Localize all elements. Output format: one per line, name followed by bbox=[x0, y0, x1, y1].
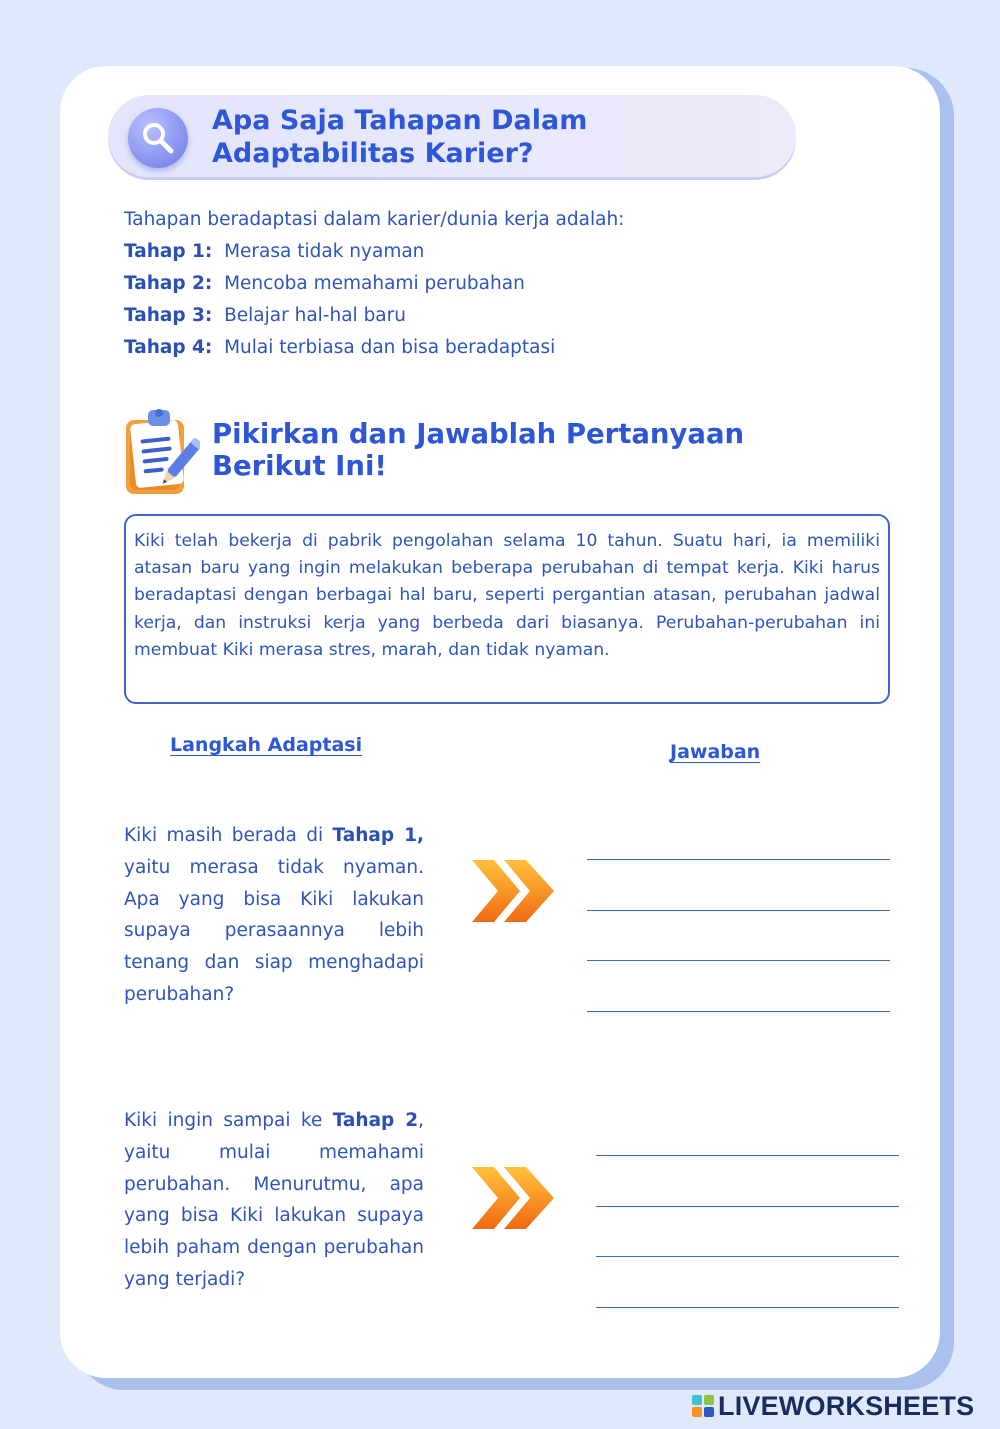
question-1 bbox=[124, 820, 424, 1011]
stage-item-2 bbox=[124, 268, 525, 300]
answer-line-q2-3[interactable] bbox=[596, 1256, 899, 1257]
double-chevron-right-icon bbox=[468, 1163, 558, 1233]
answer-line-q2-4[interactable] bbox=[596, 1307, 899, 1308]
stage-text: Merasa tidak nyaman bbox=[224, 241, 425, 262]
liveworksheets-brand bbox=[692, 1390, 974, 1422]
question-text-post: yaitu merasa tidak nyaman. Apa yang bisa Kiki lakukan supaya perasaannya lebih tenang dan siap menghadapi perubahan? bbox=[124, 856, 424, 1005]
stage-item-1 bbox=[124, 236, 424, 268]
question-2 bbox=[124, 1105, 424, 1296]
answer-line-q2-1[interactable] bbox=[596, 1155, 899, 1156]
double-chevron-right-icon bbox=[468, 856, 558, 926]
column-heading-jawaban: Jawaban bbox=[670, 741, 761, 763]
brand-name: LIVEWORKSHEETS bbox=[718, 1390, 975, 1421]
stage-item-4 bbox=[124, 332, 555, 364]
liveworksheets-logo-icon bbox=[692, 1395, 714, 1417]
search-icon bbox=[128, 108, 188, 168]
stage-text: Mencoba memahami perubahan bbox=[224, 273, 525, 294]
stage-label: Tahap 2: bbox=[124, 273, 213, 294]
clipboard-pencil-icon bbox=[120, 404, 200, 498]
stage-label: Tahap 4: bbox=[124, 337, 213, 358]
story-box: Kiki telah bekerja di pabrik pengolahan selama 10 tahun. Suatu hari, ia memiliki atasan baru yang ingin melakukan beberapa perubahan di tempat kerja. Kiki harus beradaptasi dengan berbagai hal baru, seperti pergantian atasan, perubahan jadwal kerja, dan instruksi kerja yang berbeda dari biasanya. Perubahan-perubahan ini membuat Kiki merasa stres, marah, dan tidak nyaman. bbox=[124, 514, 890, 704]
answer-line-q1-3[interactable] bbox=[587, 960, 890, 961]
question-text-pre: Kiki ingin sampai ke bbox=[124, 1110, 333, 1131]
stage-label: Tahap 3: bbox=[124, 305, 213, 326]
stage-item-3 bbox=[124, 300, 406, 332]
stage-label: Tahap 1: bbox=[124, 241, 213, 262]
intro-lead: Tahapan beradaptasi dalam karier/dunia kerja adalah: bbox=[124, 209, 625, 230]
answer-line-q1-1[interactable] bbox=[587, 859, 890, 860]
answer-line-q2-2[interactable] bbox=[596, 1206, 899, 1207]
section-title-line2: Berikut Ini! bbox=[212, 450, 387, 482]
section-title-line1: Pikirkan dan Jawablah Pertanyaan bbox=[212, 418, 745, 450]
answer-line-q1-2[interactable] bbox=[587, 910, 890, 911]
stage-text: Mulai terbiasa dan bisa beradaptasi bbox=[224, 337, 556, 358]
question-stage-bold: Tahap 2 bbox=[332, 1110, 419, 1131]
question-text-pre: Kiki masih berada di bbox=[124, 825, 333, 846]
stage-text: Belajar hal-hal baru bbox=[224, 305, 406, 326]
column-heading-langkah: Langkah Adaptasi bbox=[170, 734, 363, 756]
page-title-line2: Adaptabilitas Karier? bbox=[212, 138, 534, 169]
page-title-line1: Apa Saja Tahapan Dalam bbox=[212, 105, 588, 136]
answer-line-q1-4[interactable] bbox=[587, 1011, 890, 1012]
question-stage-bold: Tahap 1, bbox=[332, 825, 424, 846]
question-text-post: , yaitu mulai memahami perubahan. Menurutmu, apa yang bisa Kiki lakukan supaya lebih paham dengan perubahan yang terjadi? bbox=[124, 1110, 424, 1290]
